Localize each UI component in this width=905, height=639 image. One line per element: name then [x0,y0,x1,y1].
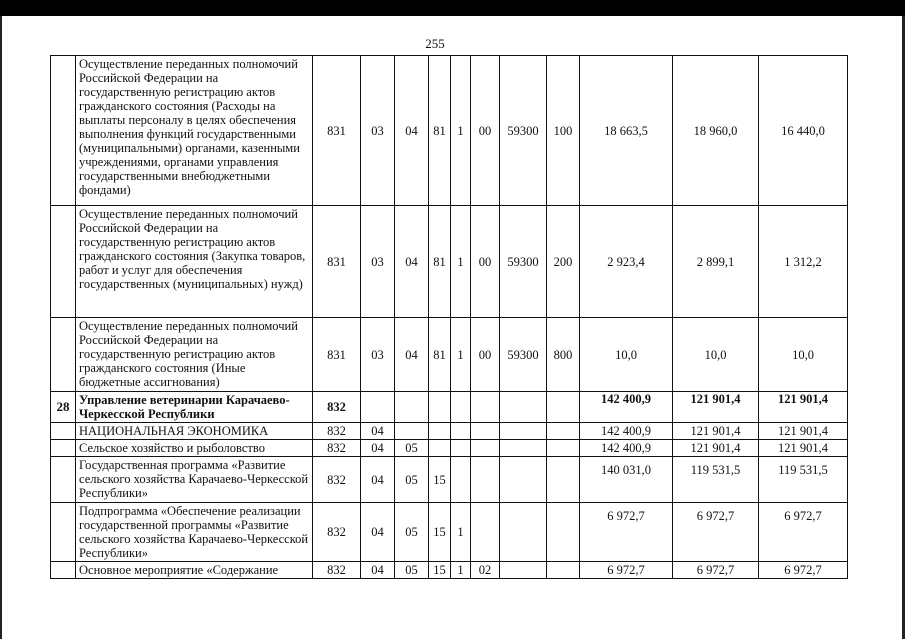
cell-event: 00 [471,318,500,392]
cell-amount-2: 121 901,4 [673,392,759,423]
row-name: Государственная программа «Развитие сельского хозяйства Карачаево-Черкесской Республики» [76,457,313,503]
cell-amount-3: 1 312,2 [759,206,848,318]
cell-subsection: 05 [395,440,429,457]
cell-amount-1: 6 972,7 [580,562,673,579]
row-number: 28 [51,392,76,423]
cell-subsection: 04 [395,318,429,392]
table-row [51,392,848,423]
cell-program: 81 [429,56,451,206]
cell-amount-3: 16 440,0 [759,56,848,206]
cell-amount-1: 140 031,0 [580,457,673,503]
cell-program: 15 [429,503,451,562]
cell-amount-1: 142 400,9 [580,423,673,440]
cell-direction [500,503,547,562]
scan-border-left [0,16,2,639]
row-number [51,503,76,562]
table-row [51,206,848,318]
table-row [51,440,848,457]
cell-subprogram: 1 [451,503,471,562]
cell-subsection: 04 [395,206,429,318]
cell-amount-3: 121 901,4 [759,392,848,423]
cell-ministry: 831 [313,318,361,392]
cell-amount-2: 6 972,7 [673,503,759,562]
cell-ministry: 832 [313,503,361,562]
cell-subsection [395,392,429,423]
row-number [51,318,76,392]
cell-subsection: 05 [395,562,429,579]
cell-amount-3: 119 531,5 [759,457,848,503]
cell-amount-2: 18 960,0 [673,56,759,206]
cell-event: 02 [471,562,500,579]
row-name: НАЦИОНАЛЬНАЯ ЭКОНОМИКА [76,423,313,440]
row-number [51,423,76,440]
cell-amount-2: 10,0 [673,318,759,392]
cell-program: 15 [429,457,451,503]
cell-expense-type: 800 [547,318,580,392]
cell-direction: 59300 [500,56,547,206]
cell-section [361,392,395,423]
row-number [51,440,76,457]
row-number [51,457,76,503]
cell-ministry: 831 [313,56,361,206]
cell-subprogram [451,440,471,457]
table-row [51,503,848,562]
cell-event [471,392,500,423]
cell-direction [500,423,547,440]
cell-direction [500,562,547,579]
cell-ministry: 832 [313,562,361,579]
cell-amount-2: 2 899,1 [673,206,759,318]
cell-direction [500,392,547,423]
cell-amount-3: 6 972,7 [759,562,848,579]
cell-amount-1: 142 400,9 [580,440,673,457]
cell-subprogram: 1 [451,206,471,318]
cell-section: 04 [361,457,395,503]
cell-ministry: 832 [313,440,361,457]
cell-event: 00 [471,56,500,206]
cell-section: 03 [361,318,395,392]
cell-amount-1: 10,0 [580,318,673,392]
cell-section: 04 [361,503,395,562]
row-name: Подпрограмма «Обеспечение реализации государственной программы «Развитие сельского хозяйства Карачаево-Черкесской Республики» [76,503,313,562]
row-name: Осуществление переданных полномочий Российской Федерации на государственную регистрацию актов гражданского состояния (Иные бюджетные ассигнования) [76,318,313,392]
cell-section: 04 [361,562,395,579]
cell-program: 81 [429,206,451,318]
cell-subsection [395,423,429,440]
table-row [51,56,848,206]
cell-amount-3: 121 901,4 [759,423,848,440]
page-number: 255 [425,36,445,51]
cell-subprogram [451,457,471,503]
cell-subprogram [451,392,471,423]
cell-program: 81 [429,318,451,392]
row-name: Основное мероприятие «Содержание [76,562,313,579]
cell-amount-1: 2 923,4 [580,206,673,318]
row-name: Осуществление переданных полномочий Российской Федерации на государственную регистрацию актов гражданского состояния (Закупка товаров, работ и услуг для обеспечения государственных (муниципальных) нужд) [76,206,313,318]
cell-program [429,440,451,457]
cell-ministry: 832 [313,392,361,423]
cell-expense-type [547,440,580,457]
cell-amount-2: 119 531,5 [673,457,759,503]
cell-amount-2: 121 901,4 [673,423,759,440]
cell-program [429,392,451,423]
cell-event [471,457,500,503]
cell-ministry: 832 [313,457,361,503]
cell-amount-3: 10,0 [759,318,848,392]
cell-direction [500,457,547,503]
cell-amount-1: 142 400,9 [580,392,673,423]
cell-amount-1: 6 972,7 [580,503,673,562]
cell-subprogram [451,423,471,440]
cell-amount-2: 6 972,7 [673,562,759,579]
row-number [51,206,76,318]
cell-event [471,503,500,562]
row-name: Осуществление переданных полномочий Российской Федерации на государственную регистрацию актов гражданского состояния (Расходы на выплаты персоналу в целях обеспечения выполнения функций государственными (муниципальными) органами, казенными учреждениями, органами управления государственными внебюджетными фондами) [76,56,313,206]
cell-direction [500,440,547,457]
cell-subsection: 05 [395,457,429,503]
cell-subsection: 05 [395,503,429,562]
row-number [51,56,76,206]
row-name: Управление ветеринарии Карачаево-Черкесской Республики [76,392,313,423]
row-number [51,562,76,579]
table-row [51,562,848,579]
cell-ministry: 831 [313,206,361,318]
cell-event [471,440,500,457]
table-row [51,423,848,440]
cell-expense-type [547,457,580,503]
row-name: Сельское хозяйство и рыболовство [76,440,313,457]
cell-program: 15 [429,562,451,579]
cell-amount-2: 121 901,4 [673,440,759,457]
cell-event [471,423,500,440]
cell-amount-3: 121 901,4 [759,440,848,457]
cell-subprogram: 1 [451,318,471,392]
cell-expense-type: 100 [547,56,580,206]
cell-section: 03 [361,56,395,206]
cell-expense-type [547,392,580,423]
table-row [51,318,848,392]
cell-section: 03 [361,206,395,318]
scan-border-top [0,0,905,16]
cell-section: 04 [361,423,395,440]
cell-ministry: 832 [313,423,361,440]
cell-program [429,423,451,440]
budget-table [50,55,848,579]
cell-event: 00 [471,206,500,318]
table-row [51,457,848,503]
cell-direction: 59300 [500,318,547,392]
cell-subsection: 04 [395,56,429,206]
cell-expense-type [547,423,580,440]
cell-expense-type [547,503,580,562]
cell-amount-1: 18 663,5 [580,56,673,206]
cell-expense-type: 200 [547,206,580,318]
cell-expense-type [547,562,580,579]
cell-direction: 59300 [500,206,547,318]
cell-subprogram: 1 [451,562,471,579]
cell-subprogram: 1 [451,56,471,206]
cell-section: 04 [361,440,395,457]
cell-amount-3: 6 972,7 [759,503,848,562]
